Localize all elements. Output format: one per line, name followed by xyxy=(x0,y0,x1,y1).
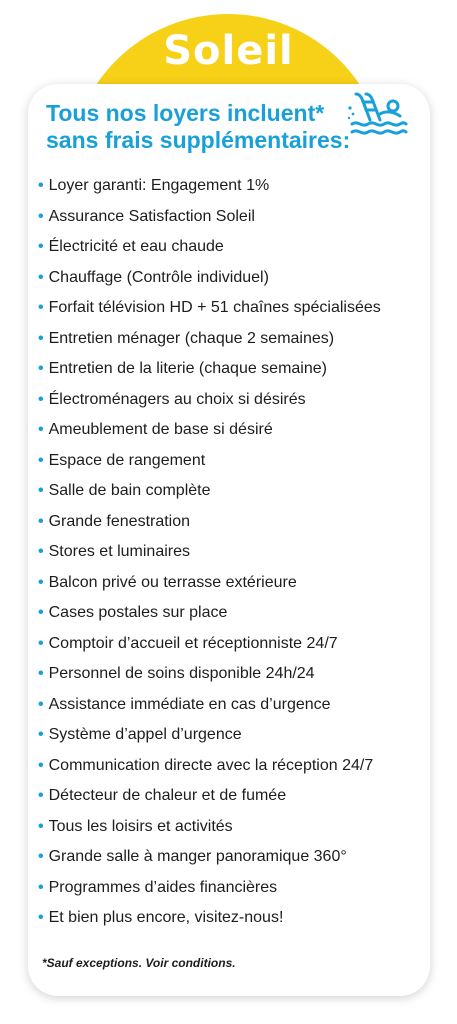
list-item xyxy=(38,598,428,629)
list-item xyxy=(38,659,428,690)
bullet-icon: • xyxy=(38,909,44,926)
list-item xyxy=(38,751,428,782)
list-item-label: Tous les loisirs et activités xyxy=(48,817,233,835)
bullet-icon: • xyxy=(38,299,44,316)
bullet-icon: • xyxy=(38,512,44,530)
list-item-label: Forfait télévision HD + 51 chaînes spécialisées xyxy=(48,299,381,316)
list-item xyxy=(38,324,428,355)
headline-line-2: sans frais supplémentaires: xyxy=(46,127,351,153)
list-item xyxy=(38,812,428,843)
bullet-icon: • xyxy=(38,177,44,194)
bullet-icon: • xyxy=(38,604,44,621)
list-item xyxy=(38,873,428,904)
list-item-label: Cases postales sur place xyxy=(48,604,228,621)
list-item-label: Électroménagers au choix si désirés xyxy=(48,390,306,408)
list-item-label: Assistance immédiate en cas d’urgence xyxy=(48,695,331,713)
list-item-label: Grande fenestration xyxy=(48,512,191,530)
bullet-icon: • xyxy=(38,482,44,499)
bullet-icon: • xyxy=(38,756,44,774)
list-item-label: Ameublement de base si désiré xyxy=(48,421,273,438)
list-item xyxy=(38,537,428,568)
list-item-label: Chauffage (Contrôle individuel) xyxy=(48,268,269,286)
list-item xyxy=(38,629,428,660)
list-item-label: Entretien de la literie (chaque semaine) xyxy=(48,360,327,377)
list-item-label: Entretien ménager (chaque 2 semaines) xyxy=(48,329,335,347)
bullet-icon: • xyxy=(38,665,44,682)
list-item-label: Grande salle à manger panoramique 360° xyxy=(48,848,347,865)
swimming-pool-icon xyxy=(346,90,408,138)
list-item xyxy=(38,202,428,233)
brand-logo: Soleil xyxy=(163,28,294,74)
bullet-icon: • xyxy=(38,360,44,377)
list-item-label: Détecteur de chaleur et de fumée xyxy=(48,787,287,804)
bullet-icon: • xyxy=(38,543,44,560)
list-item-label: Personnel de soins disponible 24h/24 xyxy=(48,665,315,682)
bullet-icon: • xyxy=(38,238,44,255)
list-item xyxy=(38,720,428,751)
list-item xyxy=(38,903,428,934)
list-item xyxy=(38,232,428,263)
features-list xyxy=(38,171,428,934)
list-item xyxy=(38,690,428,721)
list-item xyxy=(38,385,428,416)
bullet-icon: • xyxy=(38,848,44,865)
bullet-icon: • xyxy=(38,329,44,347)
list-item-label: Électricité et eau chaude xyxy=(48,238,224,255)
headline xyxy=(46,100,376,154)
list-item-label: Communication directe avec la réception 24/7 xyxy=(48,756,374,774)
headline-line-1: Tous nos loyers incluent* xyxy=(46,100,325,126)
list-item xyxy=(38,354,428,385)
bullet-icon: • xyxy=(38,878,44,896)
features-card xyxy=(28,84,430,996)
list-item xyxy=(38,568,428,599)
list-item-label: Balcon privé ou terrasse extérieure xyxy=(48,573,297,591)
list-item-label: Espace de rangement xyxy=(48,451,206,469)
bullet-icon: • xyxy=(38,726,44,743)
bullet-icon: • xyxy=(38,451,44,469)
list-item xyxy=(38,476,428,507)
list-item-label: Et bien plus encore, visitez-nous! xyxy=(48,909,284,926)
list-item xyxy=(38,781,428,812)
bullet-icon: • xyxy=(38,207,44,225)
list-item-label: Assurance Satisfaction Soleil xyxy=(48,207,255,225)
bullet-icon: • xyxy=(38,390,44,408)
list-item xyxy=(38,263,428,294)
bullet-icon: • xyxy=(38,695,44,713)
list-item xyxy=(38,293,428,324)
list-item xyxy=(38,446,428,477)
bullet-icon: • xyxy=(38,634,44,652)
list-item-label: Salle de bain complète xyxy=(48,482,211,499)
bullet-icon: • xyxy=(38,787,44,804)
bullet-icon: • xyxy=(38,421,44,438)
list-item xyxy=(38,171,428,202)
list-item-label: Loyer garanti: Engagement 1% xyxy=(48,177,270,194)
list-item-label: Comptoir d’accueil et réceptionniste 24/7 xyxy=(48,634,338,652)
list-item-label: Système d’appel d’urgence xyxy=(48,726,242,743)
bullet-icon: • xyxy=(38,268,44,286)
list-item xyxy=(38,507,428,538)
bullet-icon: • xyxy=(38,573,44,591)
list-item xyxy=(38,415,428,446)
list-item-label: Stores et luminaires xyxy=(48,543,190,560)
list-item-label: Programmes d’aides financières xyxy=(48,878,278,896)
list-item xyxy=(38,842,428,873)
bullet-icon: • xyxy=(38,817,44,835)
footnote: *Sauf exceptions. Voir conditions. xyxy=(42,956,236,970)
